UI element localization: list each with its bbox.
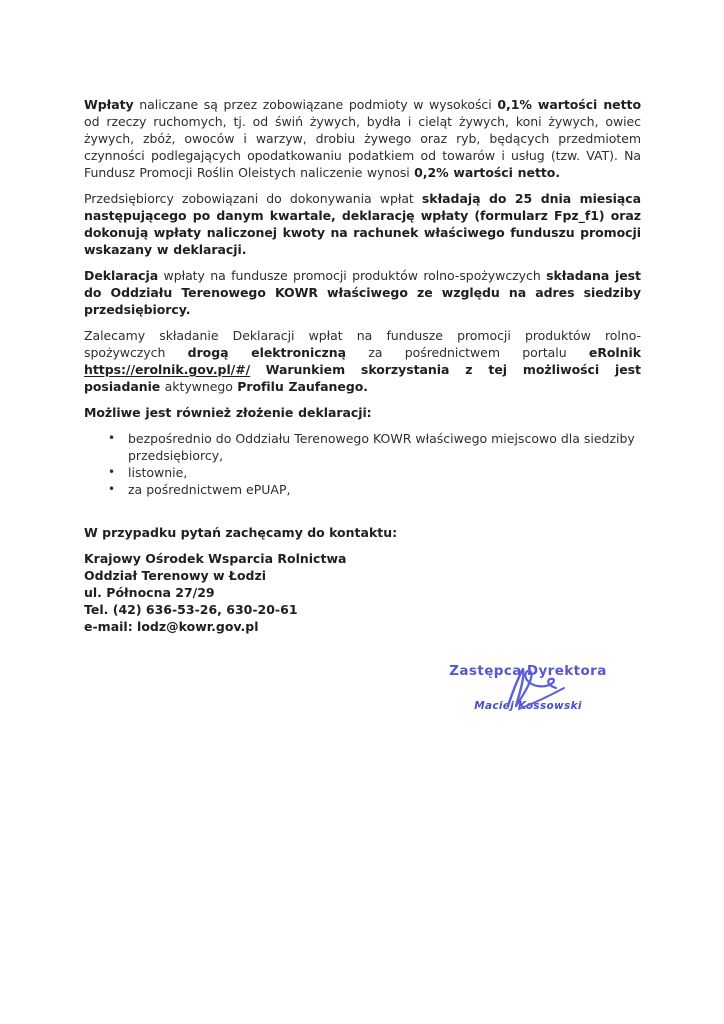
contact-line: e-mail: lodz@kowr.gov.pl — [84, 619, 259, 634]
text-run: aktywnego — [160, 379, 238, 394]
text-run: Możliwe jest również złożenie deklaracji: — [84, 405, 372, 420]
list-item — [84, 430, 641, 464]
declaration-options-list — [84, 430, 641, 498]
text-run: eRolnik — [588, 345, 642, 360]
list-item-text: za pośrednictwem ePUAP, — [128, 482, 291, 497]
text-run: Zalecamy składanie Deklaracji wpłat na fundusze promocji produktów rolno-spożywczych — [84, 328, 641, 360]
paragraph-wplaty — [84, 96, 641, 181]
text-run: Deklaracja — [84, 268, 159, 283]
paragraph-zalecamy — [84, 327, 641, 395]
text-run: składana jest do Oddziału Terenowego KOWR właściwego ze względu na adres siedziby przedsiębiorcy. — [84, 268, 641, 317]
list-item-text: bezpośrednio do Oddziału Terenowego KOWR właściwego miejscowo dla siedziby przedsiębiorcy, — [128, 431, 635, 463]
list-item — [84, 464, 641, 481]
paragraph-mozliwe — [84, 404, 641, 421]
paragraph-deklaracja — [84, 267, 641, 318]
bullet-icon: • — [108, 482, 116, 496]
bullet-icon: • — [108, 431, 116, 445]
text-run: Przedsiębiorcy zobowiązani do dokonywania wpłat — [84, 191, 422, 206]
signature-title: Zastępca Dyrektora — [449, 663, 607, 679]
text-run: Profilu Zaufanego. — [237, 379, 368, 394]
list-item — [84, 481, 641, 498]
text-run: wpłaty na fundusze promocji produktów rolno-spożywczych — [158, 268, 547, 283]
contact-line: Oddział Terenowy w Łodzi — [84, 568, 267, 583]
text-run: drogą elektroniczną — [187, 345, 347, 360]
text-run: 0,2% wartości netto. — [414, 165, 561, 180]
body-paragraphs — [84, 96, 641, 421]
paragraph-przedsiebiorcy — [84, 190, 641, 258]
text-run: składają do 25 dnia miesiąca następującego po danym kwartale, deklarację wpłaty (formularz Fpz_f1) oraz dokonują wpłaty naliczonej kwoty na rachunek właściwego funduszu promocji wskazany w deklaracji. — [84, 191, 641, 257]
text-run: naliczane są przez zobowiązane podmioty w wysokości — [133, 97, 498, 112]
contact-line: Krajowy Ośrodek Wsparcia Rolnictwa — [84, 551, 347, 566]
bullet-icon: • — [108, 465, 116, 479]
text-run — [250, 362, 266, 377]
document-body — [84, 96, 641, 635]
signature-block — [448, 664, 608, 712]
contact-heading: W przypadku pytań zachęcamy do kontaktu: — [84, 525, 398, 540]
contact-line: Tel. (42) 636-53-26, 630-20-61 — [84, 602, 298, 617]
text-run: Wpłaty — [84, 97, 134, 112]
text-run: 0,1% wartości netto — [497, 97, 641, 112]
text-run: od rzeczy ruchomych, tj. od świń żywych, bydła i cieląt żywych, koni żywych, owiec żywych, zbóż, owoców i warzyw, drobiu żywego oraz ryb, będących przedmiotem czynności podlegających opodatkowaniu podatkiem od towarów i usług (tzw. VAT). Na Fundusz Promocji Roślin Oleistych naliczenie wynosi — [84, 114, 641, 180]
text-run: za pośrednictwem portalu — [346, 345, 589, 360]
erolnik-link: https://erolnik.gov.pl/#/ — [84, 362, 251, 377]
contact-line: ul. Północna 27/29 — [84, 585, 215, 600]
list-item-text: listownie, — [128, 465, 188, 480]
text-run: Warunkiem skorzystania z tej możliwości jest posiadanie — [84, 362, 641, 394]
contact-block — [84, 550, 641, 635]
signature-name: Maciej Kossowski — [474, 700, 582, 712]
